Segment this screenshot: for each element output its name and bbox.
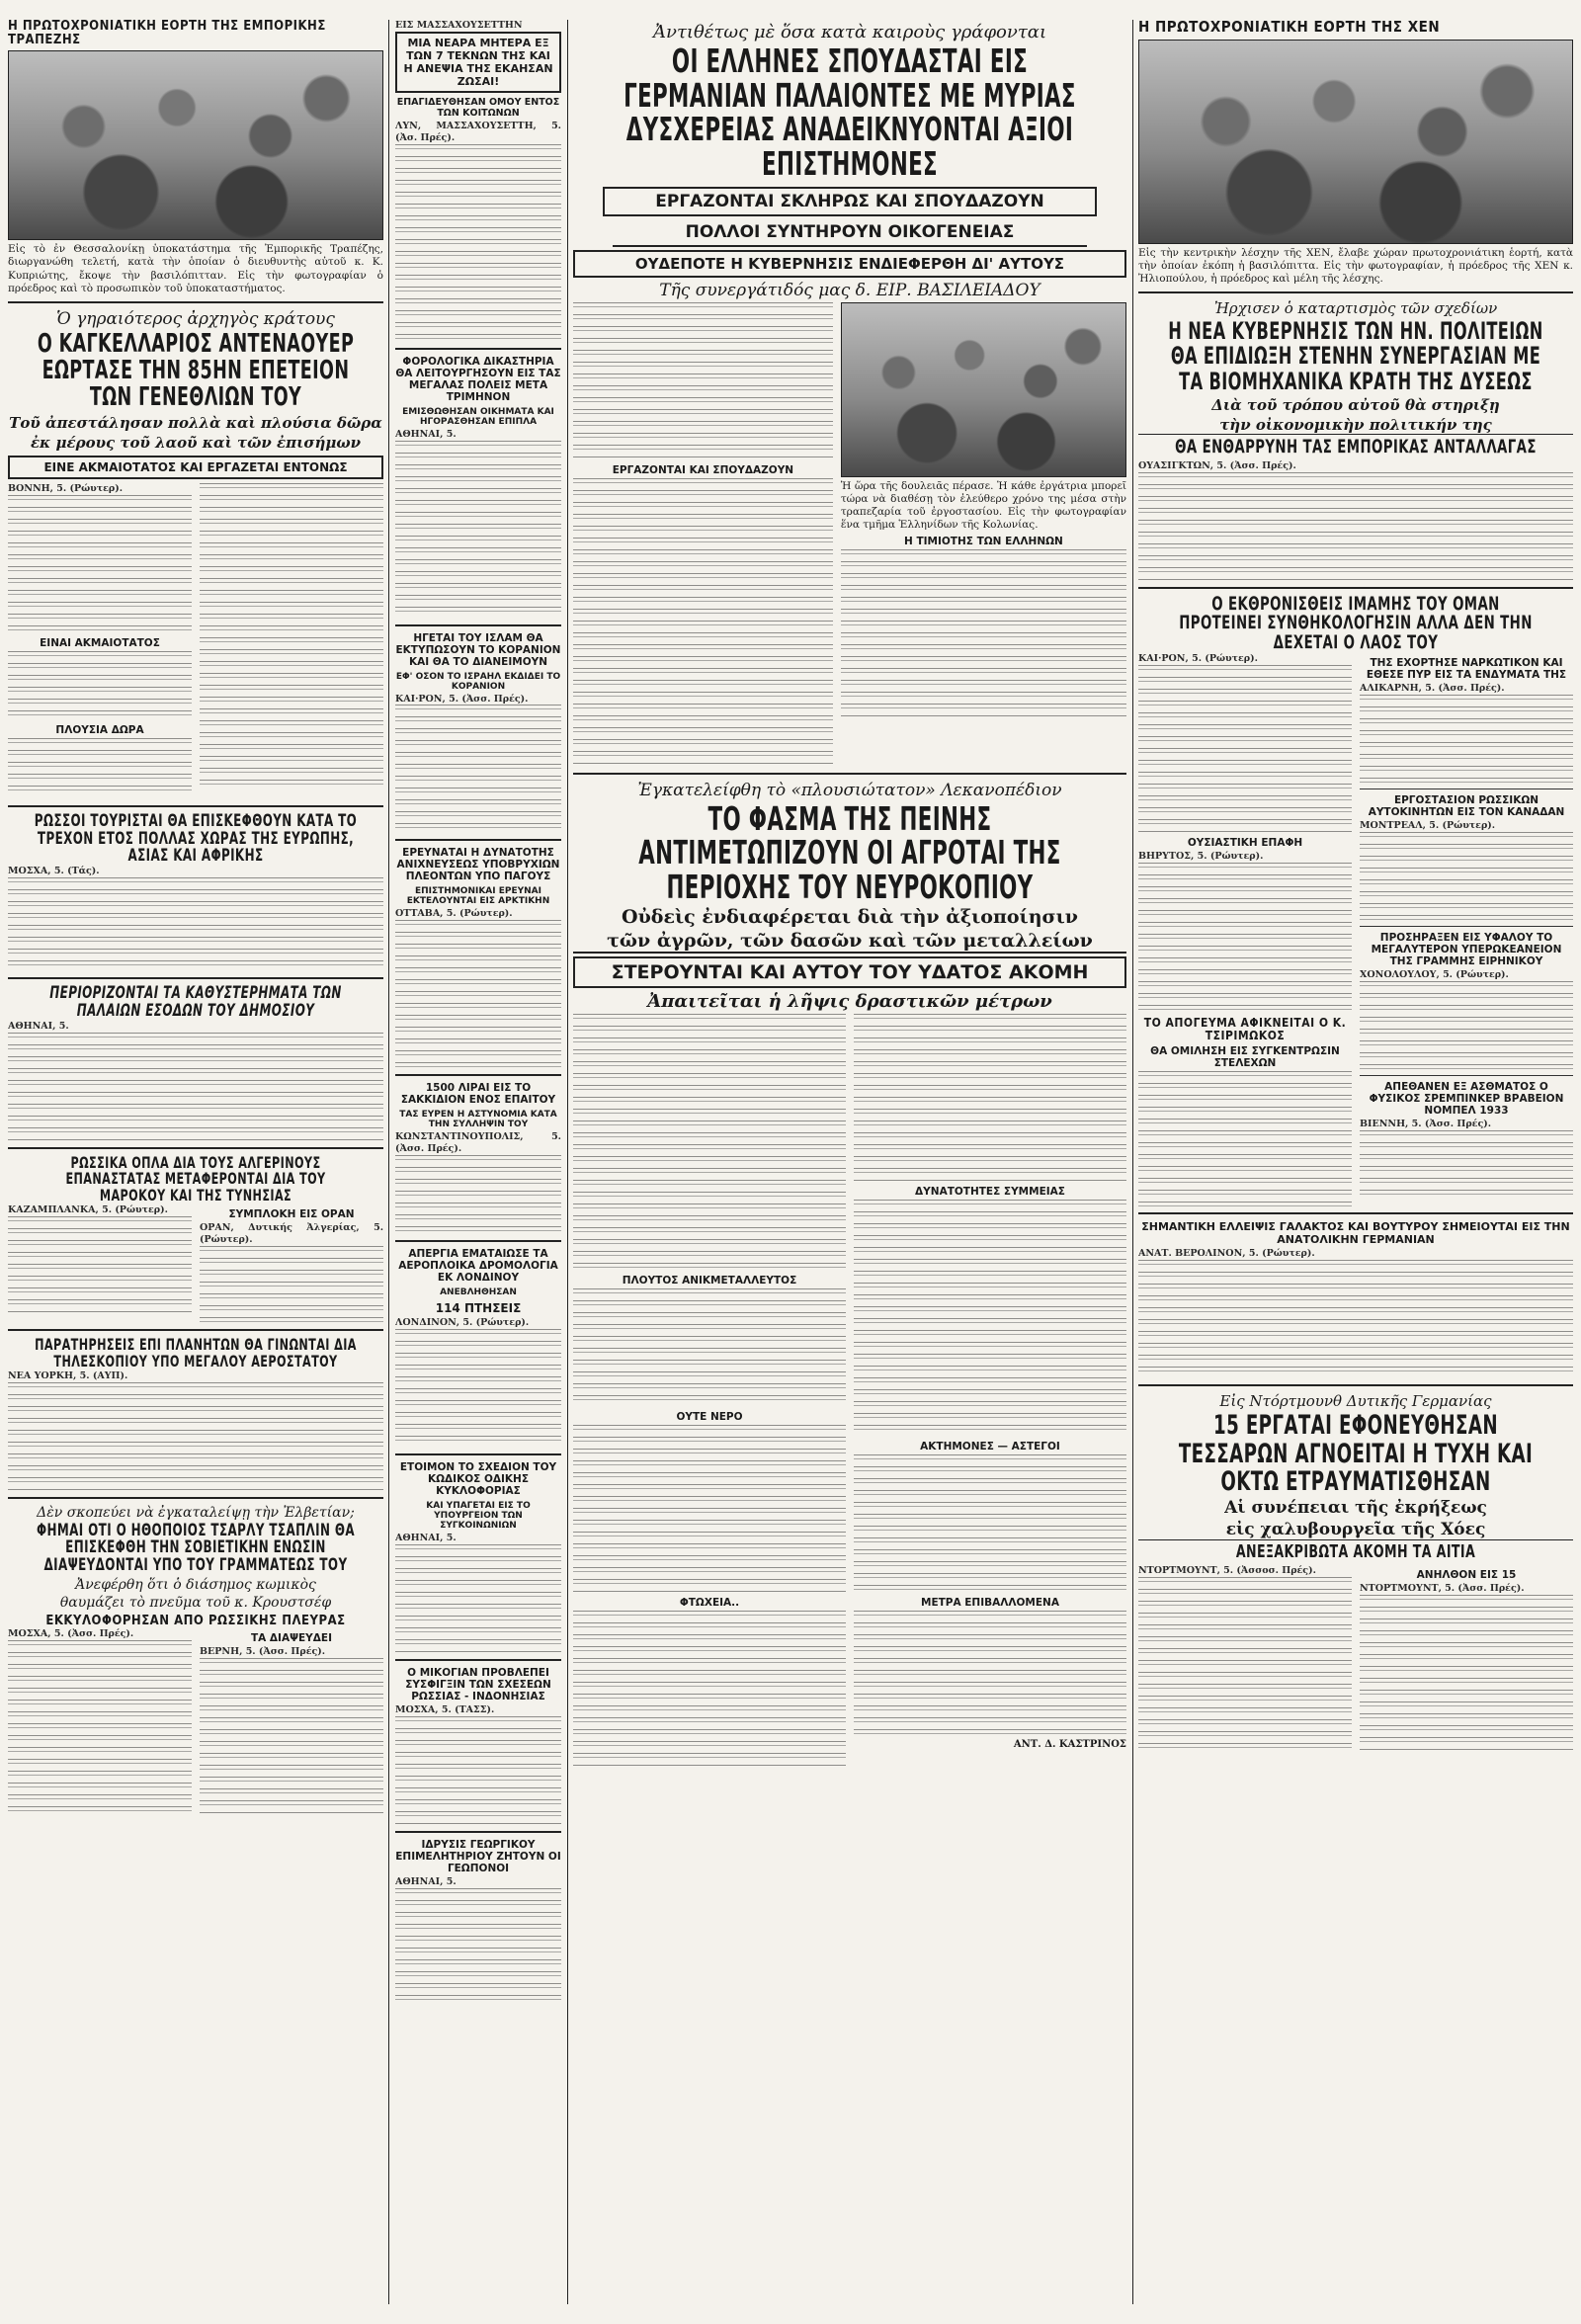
subhead-traffic-code: ΚΑΙ ΥΠΑΓΕΤΑΙ ΕΙΣ ΤΟ ΥΠΟΥΡΓΕΙΟΝ ΤΩΝ ΣΥΓΚΟΙΝΩΝΙΩΝ (426, 1500, 531, 1531)
headline-planets-telescope: ΠΑΡΑΤΗΡΗΣΕΙΣ ΕΠΙ ΠΛΑΝΗΤΩΝ ΘΑ ΓΙΝΩΝΤΑΙ ΔΙΑ ΤΗΛΕΣΚΟΠΙΟΥ ΥΠΟ ΜΕΓΑΛΟΥ ΑΕΡΟΣΤΑΤΟΥ (35, 1335, 357, 1370)
section-heading: ΤΑ ΔΙΑΨΕΥΔΕΙ (250, 1631, 332, 1644)
headline-russian-cars-canada: ΕΡΓΟΣΤΑΣΙΟΝ ΡΩΣΣΙΚΩΝ ΑΥΤΟΚΙΝΗΤΩΝ ΕΙΣ ΤΟΝ ΚΑΝΑΔΑΝ (1368, 794, 1565, 819)
kicker-students: Ἀντιθέτως μὲ ὅσα κατὰ καιροὺς γράφονται (653, 22, 1046, 42)
kicker-dortmund: Εἰς Ντόρτμουνθ Δυτικῆς Γερμανίας (1219, 1392, 1492, 1411)
section-heading: ΑΚΤΗΜΟΝΕΣ — ΑΣΤΕΓΟΙ (920, 1441, 1060, 1453)
dateline: ΑΛΙΚΑΡΝΗ, 5. (Ἀσσ. Πρές). (1360, 683, 1505, 695)
photo-xen-celebration (1138, 40, 1573, 244)
headline-emporiki: Η ΠΡΩΤΟΧΡΟΝΙΑΤΙΚΗ ΕΟΡΤΗ ΤΗΣ ΕΜΠΟΡΙΚΗΣ ΤΡΑΠΕΖΗΣ (8, 20, 326, 47)
column-1 (8, 20, 383, 2304)
kicker-us-government: Ἠρχισεν ὁ καταρτισμὸς τῶν σχεδίων (1213, 299, 1498, 318)
headline-xen: Η ΠΡΩΤΟΧΡΟΝΙΑΤΙΚΗ ΕΟΡΤΗ ΤΗΣ ΧΕΝ (1138, 20, 1441, 36)
headline-mikoyan: Ο ΜΙΚΟΓΙΑΝ ΠΡΟΒΛΕΠΕΙ ΣΥΣΦΙΓΞΙΝ ΤΩΝ ΣΧΕΣΕΩΝ ΡΩΣΣΙΑΣ - ΙΝΔΟΝΗΣΙΑΣ (405, 1666, 551, 1702)
section-heading: ΕΡΓΑΖΟΝΤΑΙ ΚΑΙ ΣΠΟΥΔΑΖΟΥΝ (612, 463, 794, 476)
dateline: ΚΑΙ·ΡΟΝ, 5. (Ἀσσ. Πρές). (395, 693, 529, 705)
subhead-nevrokopi-2: τῶν ἀγρῶν, τῶν δασῶν καὶ τῶν μεταλλείων (573, 930, 1126, 954)
dateline: ΚΑΖΑΜΠΛΑΝΚΑ, 5. (Ρώυτερ). (8, 1204, 168, 1216)
headline-algeria-arms: ΡΩΣΣΙΚΑ ΟΠΛΑ ΔΙΑ ΤΟΥΣ ΑΛΓΕΡΙΝΟΥΣ ΕΠΑΝΑΣΤΑΤΑΣ ΜΕΤΑΦΕΡΟΝΤΑΙ ΔΙΑ ΤΟΥ ΜΑΡΟΚΟΥ ΚΑΙ ΤΗΣ ΤΥΝΗΣΙΑΣ (65, 1152, 326, 1205)
subhead-koran: ΕΦ' ΟΣΟΝ ΤΟ ΙΣΡΑΗΛ ΕΚΔΙΔΕΙ ΤΟ ΚΟΡΑΝΙΟΝ (395, 671, 561, 692)
headline-russian-tourists: ΡΩΣΣΟΙ ΤΟΥΡΙΣΤΑΙ ΘΑ ΕΠΙΣΚΕΦΘΟΥΝ ΚΑΤΑ ΤΟ ΤΡΕΧΟΝ ΕΤΟΣ ΠΟΛΛΑΣ ΧΩΡΑΣ ΤΗΣ ΕΥΡΩΠΗΣ, ΑΣΙΑΣ ΚΑΙ ΑΦΡΙΚΗΣ (34, 810, 358, 867)
column-4 (1138, 20, 1573, 2304)
headline-koran: ΗΓΕΤΑΙ ΤΟΥ ΙΣΛΑΜ ΘΑ ΕΚΤΥΠΩΣΟΥΝ ΤΟ ΚΟΡΑΝΙΟΝ ΚΑΙ ΘΑ ΤΟ ΔΙΑΝΕΙΜΟΥΝ (395, 631, 561, 668)
headline-students-germany: ΟΙ ΕΛΛΗΝΕΣ ΣΠΟΥΔΑΣΤΑΙ ΕΙΣ ΓΕΡΜΑΝΙΑΝ ΠΑΛΑΙΟΝΤΕΣ ΜΕ ΜΥΡΙΑΣ ΔΥΣΧΕΡΕΙΑΣ ΑΝΑΔΕΙΚΝΥΟΝΤΑΙ ΑΞΙΟΙ ΕΠΙΣΤΗΜΟΝΕΣ (624, 42, 1076, 183)
subhead-nevrokopi-1: Οὐδεὶς ἐνδιαφέρεται διὰ τὴν ἀξιοποίησιν (622, 906, 1078, 929)
subhead-us-2: τὴν οἰκονομικὴν πολιτικήν της (1138, 416, 1573, 435)
dateline: ΟΡΑΝ, Δυτικής Ἀλγερίας, 5. (Ρώυτερ). (200, 1222, 383, 1245)
dateline: ΛΟΝΔΙΝΟΝ, 5. (Ρώυτερ). (395, 1317, 530, 1328)
column-rule (567, 20, 568, 2304)
subhead-submarines: ΕΠΙΣΤΗΜΟΝΙΚΑΙ ΕΡΕΥΝΑΙ ΕΚΤΕΛΟΥΝΤΑΙ ΕΙΣ ΑΡΚΤΙΚΗΝ (406, 886, 550, 907)
headline-narcotic: ΤΗΣ ΕΧΟΡΤΗΣΕ ΝΑΡΚΩΤΙΚΟΝ ΚΑΙ ΕΘΕΣΕ ΠΥΡ ΕΙΣ ΤΑ ΕΝΔΥΜΑΤΑ ΤΗΣ (1366, 657, 1567, 682)
subhead-mother-burned: ΕΠΑΓΙΔΕΥΘΗΣΑΝ ΟΜΟΥ ΕΝΤΟΣ ΤΩΝ ΚΟΙΤΩΝΩΝ (396, 96, 560, 119)
subhead-adenauer-2: ἐκ μέρους τοῦ λαοῦ καὶ τῶν ἐπισήμων (30, 433, 362, 452)
headline-adenauer: Ο ΚΑΓΚΕΛΛΑΡΙΟΣ ΑΝΤΕΝΑΟΥΕΡ ΕΩΡΤΑΣΕ ΤΗΝ 85ΗΝ ΕΠΕΤΕΙΟΝ ΤΩΝ ΓΕΝΕΘΛΙΩΝ ΤΟΥ (37, 328, 355, 413)
section-heading: ΟΥΣΙΑΣΤΙΚΗ ΕΠΑΦΗ (1187, 837, 1303, 850)
dateline: ΑΘΗΝΑΙ, 5. (395, 428, 457, 440)
subhead-beggar: ΤΑΣ ΕΥΡΕΝ Η ΑΣΤΥΝΟΜΙΑ ΚΑΤΑ ΤΗΝ ΣΥΛΛΗΨΙΝ ΤΟΥ (399, 1110, 557, 1130)
dateline: ΜΟΝΤΡΕΑΛ, 5. (Ρώυτερ). (1360, 820, 1496, 832)
dateline: ΚΑΙ·ΡΟΝ, 5. (Ρώυτερ). (1138, 653, 1258, 665)
subhead-adenauer-1: Τοῦ ἀπεστάλησαν πολλὰ καὶ πλούσια δῶρα (9, 413, 382, 432)
subhead-trade: ΘΑ ΕΝΘΑΡΡΥΝΗ ΤΑΣ ΕΜΠΟΡΙΚΑΣ ΑΝΤΑΛΛΑΓΑΣ (1175, 435, 1537, 457)
signature-kastrinos: ΑΝΤ. Δ. ΚΑΣΤΡΙΝΟΣ (1013, 1739, 1126, 1751)
section-heading: ΑΝΗΛΘΟΝ ΕΙΣ 15 (1416, 1569, 1517, 1582)
subhead-measures: Ἀπαιτεῖται ἡ λῆψις δραστικῶν μέτρων (647, 991, 1052, 1013)
headline-nevrokopi-famine: ΤΟ ΦΑΣΜΑ ΤΗΣ ΠΕΙΝΗΣ ΑΝΤΙΜΕΤΩΠΙΖΟΥΝ ΟΙ ΑΓΡΟΤΑΙ ΤΗΣ ΠΕΡΙΟΧΗΣ ΤΟΥ ΝΕΥΡΟΚΟΠΙΟΥ (638, 798, 1061, 906)
caption-xen: Εἰς τὴν κεντρικὴν λέσχην τῆς ΧΕΝ, ἔλαβε χώραν πρωτοχρονιάτικη ἑορτή, κατὰ τὴν ὁποίαν ἐκόπη ἡ βασιλόπιττα. Εἰς τὴν φωτογραφίαν, ἡ πρόεδρος τῆς ΧΕΝ κ. Ἠλιοπούλου, ἡ πρόεδρος καὶ μέλη τῆς λέσχης. (1138, 246, 1573, 285)
subhead-dortmund-2: εἰς χαλυβουργεῖα τῆς Χόες (1138, 1520, 1573, 1540)
column-rule (1132, 20, 1133, 2304)
headline-tax-courts: ΦΟΡΟΛΟΓΙΚΑ ΔΙΚΑΣΤΗΡΙΑ ΘΑ ΛΕΙΤΟΥΡΓΗΣΟΥΝ ΕΙΣ ΤΑΣ ΜΕΓΑΛΑΣ ΠΟΛΕΙΣ ΜΕΤΑ ΤΡΙΜΗΝΟΝ (395, 355, 561, 403)
section-heading: ΕΙΝΑΙ ΑΚΜΑΙΟΤΑΤΟΣ (40, 636, 160, 649)
subhead-strike-2: 114 ΠΤΗΣΕΙΣ (435, 1301, 522, 1315)
subhead-no-water: ΣΤΕΡΟΥΝΤΑΙ ΚΑΙ ΑΥΤΟΥ ΤΟΥ ΥΔΑΤΟΣ ΑΚΟΜΗ (573, 956, 1126, 988)
subhead-tsirimokos: ΘΑ ΟΜΙΛΗΣΗ ΕΙΣ ΣΥΓΚΕΝΤΡΩΣΙΝ ΣΤΕΛΕΧΩΝ (1150, 1045, 1340, 1070)
caption-emporiki: Εἰς τὸ ἐν Θεσσαλονίκῃ ὑποκατάστημα τῆς Ἐμπορικῆς Τραπέζης, διωργανώθη τελετή, κατὰ τὴν ὁποίαν ὁ διευθυντὴς αὐτοῦ κ. Κ. Κυπριώτης, ἔκοψε τὴν βασιλόπιτταν. Εἰς τὴν φωτογραφίαν ὁ πρόεδρος καὶ τὸ προσωπικὸν τοῦ ὑποκαταστήματος. (8, 243, 383, 294)
dateline: ΒΗΡΥΤΟΣ, 5. (Ρώυτερ). (1138, 851, 1264, 863)
dateline: ΑΘΗΝΑΙ, 5. (395, 1532, 457, 1543)
subhead-dortmund-1: Αἱ συνέπειαι τῆς ἐκρήξεως (1224, 1498, 1487, 1519)
section-heading: ΣΥΜΠΛΟΚΗ ΕΙΣ ΟΡΑΝ (228, 1208, 355, 1221)
headline-oman: Ο ΕΚΘΡΟΝΙΣΘΕΙΣ ΙΜΑΜΗΣ ΤΟΥ ΟΜΑΝ ΠΡΟΤΕΙΝΕΙ ΣΥΝΘΗΚΟΛΟΓΗΣΙΝ ΑΛΛΑ ΔΕΝ ΤΗΝ ΔΕΧΕΤΑΙ Ο ΛΑΟΣ ΤΟΥ (1179, 592, 1533, 654)
dateline: ΑΘΗΝΑΙ, 5. (8, 1020, 69, 1032)
headline-dortmund-workers: 15 ΕΡΓΑΤΑΙ ΕΦΟΝΕΥΘΗΣΑΝ ΤΕΣΣΑΡΩΝ ΑΓΝΟΕΙΤΑΙ Η ΤΥΧΗ ΚΑΙ ΟΚΤΩ ΕΤΡΑΥΜΑΤΙΣΘΗΣΑΝ (1178, 1410, 1534, 1497)
headline-schrodinger: ΑΠΕΘΑΝΕΝ ΕΞ ΑΣΘΜΑΤΟΣ Ο ΦΥΣΙΚΟΣ ΣΡΕΜΠΙΝΚΕΡ ΒΡΑΒΕΙΟΝ ΝΟΜΠΕΛ 1933 (1369, 1080, 1564, 1117)
headline-tsirimokos: ΤΟ ΑΠΟΓΕΥΜΑ ΑΦΙΚΝΕΙΤΑΙ Ο Κ. ΤΣΙΡΙΜΩΚΟΣ (1143, 1016, 1347, 1042)
subhead-causes: ΑΝΕΞΑΚΡΙΒΩΤΑ ΑΚΟΜΗ ΤΑ ΑΙΤΙΑ (1235, 1541, 1476, 1563)
caption-greek-workers: Ἡ ὥρα τῆς δουλειᾶς πέρασε. Ἡ κάθε ἐργάτρια μπορεῖ τώρα νὰ διαθέσῃ τὸν ἐλεύθερο χρόνο της μέσα στὴν τραπεζαρία τοῦ ἐργοστασίου. Εἰς τὴν φωτογραφίαν ἕνα τμῆμα Ἑλληνίδων τῆς Κολωνίας. (840, 479, 1126, 531)
dateline: ΜΟΣΧΑ, 5. (Τάς). (8, 866, 100, 877)
subhead-tax-courts: ΕΜΙΣΘΩΘΗΣΑΝ ΟΙΚΗΜΑΤΑ ΚΑΙ ΗΓΟΡΑΣΘΗΣΑΝ ΕΠΙΠΛΑ (402, 406, 554, 427)
subhead-chaplin-1: Ἀνεφέρθη ὅτι ὁ διάσημος κωμικὸς (75, 1577, 316, 1594)
dateline: ΝΤΟΡΤΜΟΥΝΤ, 5. (Ἀσσοσ. Πρές). (1138, 1565, 1316, 1577)
section-heading: Η ΤΙΜΙΟΤΗΣ ΤΩΝ ΕΛΛΗΝΩΝ (904, 536, 1063, 548)
column-3-main (573, 20, 1126, 2304)
section-heading: ΟΥΤΕ ΝΕΡΟ (676, 1411, 743, 1424)
dateline: ΛΥΝ, ΜΑΣΣΑΧΟΥΣΕΤΤΗ, 5. (Ἀσ. Πρές). (395, 120, 561, 143)
kicker-nevrokopi: Ἐγκατελείφθη τὸ «πλουσιώτατον» Λεκανοπέδιον (637, 780, 1062, 800)
dateline: ΒΙΕΝΝΗ, 5. (Ἀσσ. Πρές). (1360, 1118, 1492, 1129)
section-heading: ΠΛΟΥΤΟΣ ΑΝΙΚΜΕΤΑΛΛΕΥΤΟΣ (622, 1275, 797, 1287)
dateline: ΟΤΤΑΒΑ, 5. (Ρώυτερ). (395, 908, 513, 920)
headline-us-government: Η ΝΕΑ ΚΥΒΕΡΝΗΣΙΣ ΤΩΝ ΗΝ. ΠΟΛΙΤΕΙΩΝ ΘΑ ΕΠΙΔΙΩΞΗ ΣΤΕΝΗΝ ΣΥΝΕΡΓΑΣΙΑΝ ΜΕ ΤΑ ΒΙΟΜΗΧΑΝΙΚΑ ΚΡΑΤΗ ΤΗΣ ΔΥΣΕΩΣ (1168, 317, 1543, 395)
photo-greek-workers (841, 302, 1126, 477)
subhead-us-1: Διὰ τοῦ τρόπου αὐτοῦ θὰ στηριξῃ (1211, 395, 1500, 414)
boxed-subhead-adenauer: ΕΙΝΕ ΑΚΜΑΙΟΤΑΤΟΣ ΚΑΙ ΕΡΓΑΖΕΤΑΙ ΕΝΤΟΝΩΣ (8, 456, 383, 479)
kicker-massachusetts: ΕΙΣ ΜΑΣΣΑΧΟΥΣΕΤΤΗΝ (395, 20, 523, 31)
section-heading: ΜΕΤΡΑ ΕΠΙΒΑΛΛΟΜΕΝΑ (921, 1597, 1059, 1610)
section-heading: ΠΛΟΥΣΙΑ ΔΩΡΑ (55, 723, 144, 736)
column-rule (388, 20, 389, 2304)
kicker-chaplin: Δὲν σκοπεύει νὰ ἐγκαταλείψῃ τὴν Ἐλβετίαν; (37, 1504, 355, 1521)
dateline: ΑΝΑΤ. ΒΕΡΟΛΙΝΟΝ, 5. (Ρώυτερ). (1138, 1248, 1315, 1260)
dateline: ΜΟΣΧΑ, 5. (ΤΑΣΣ). (395, 1703, 495, 1715)
headline-chaplin: ΦΗΜΑΙ ΟΤΙ Ο ΗΘΟΠΟΙΟΣ ΤΣΑΡΛΥ ΤΣΑΠΛΙΝ ΘΑ ΕΠΙΣΚΕΦΘΗ ΤΗΝ ΣΟΒΙΕΤΙΚΗΝ ΕΝΩΣΙΝ ΔΙΑΨΕΥΔΟΝΤΑΙ ΥΠΟ ΤΟΥ ΓΡΑΜΜΑΤΕΩΣ ΤΟΥ (36, 1520, 356, 1576)
kicker-adenauer: Ὁ γηραιότερος ἀρχηγὸς κράτους (56, 308, 335, 329)
column-2 (395, 20, 561, 2304)
headline-circulated: ΕΚΚΥΛΟΦΟΡΗΣΑΝ ΑΠΟ ΡΩΣΣΙΚΗΣ ΠΛΕΥΡΑΣ (45, 1614, 346, 1629)
dateline: ΒΕΡΝΗ, 5. (Ἀσσ. Πρές). (200, 1645, 326, 1657)
dateline: ΚΩΝΣΤΑΝΤΙΝΟΥΠΟΛΙΣ, 5. (Ἀσσ. Πρές). (395, 1131, 561, 1155)
dateline: ΒΟΝΝΗ, 5. (Ρώυτερ). (8, 482, 124, 494)
dateline: ΜΟΣΧΑ, 5. (Ἀσσ. Πρές). (8, 1627, 134, 1639)
headline-mother-burned: ΜΙΑ ΝΕΑΡΑ ΜΗΤΕΡΑ ΕΞ ΤΩΝ 7 ΤΕΚΝΩΝ ΤΗΣ ΚΑΙ Η ΑΝΕΨΙΑ ΤΗΣ ΕΚΑΗΣΑΝ ΖΩΣΑΙ! (395, 32, 561, 93)
subhead-chaplin-2: θαυμάζει τὸ πνεῦμα τοῦ κ. Κρουστσέφ (59, 1595, 332, 1612)
headline-beggar: 1500 ΛΙΡΑΙ ΕΙΣ ΤΟ ΣΑΚΚΙΔΙΟΝ ΕΝΟΣ ΕΠΑΙΤΟΥ (400, 1082, 556, 1107)
headline-traffic-code: ΕΤΟΙΜΟΝ ΤΟ ΣΧΕΔΙΟΝ ΤΟΥ ΚΩΔΙΚΟΣ ΟΔΙΚΗΣ ΚΥΚΛΟΦΟΡΙΑΣ (399, 1460, 557, 1497)
headline-ocean-liner: ΠΡΟΣΗΡΑΞΕΝ ΕΙΣ ΥΦΑΛΟΥ ΤΟ ΜΕΓΑΛΥΤΕΡΟΝ ΥΠΕΡΩΚΕΑΝΕΙΟΝ ΤΗΣ ΓΡΑΜΜΗΣ ΕΙΡΗΝΙΚΟΥ (1371, 932, 1562, 968)
subhead-government: ΟΥΔΕΠΟΤΕ Η ΚΥΒΕΡΝΗΣΙΣ ΕΝΔΙΕΦΕΡΘΗ ΔΙ' ΑΥΤΟΥΣ (573, 250, 1126, 278)
headline-arrears: ΠΕΡΙΟΡΙΖΟΝΤΑΙ ΤΑ ΚΑΘΥΣΤΕΡΗΜΑΤΑ ΤΩΝ ΠΑΛΑΙΩΝ ΕΣΟΔΩΝ ΤΟΥ ΔΗΜΟΣΙΟΥ (49, 983, 342, 1021)
dateline: ΝΕΑ ΥΟΡΚΗ, 5. (ΑΥΠ). (8, 1370, 128, 1381)
photo-emporiki-celebration (8, 50, 383, 240)
headline-milk-shortage: ΣΗΜΑΝΤΙΚΗ ΕΛΛΕΙΨΙΣ ΓΑΛΑΚΤΟΣ ΚΑΙ ΒΟΥΤΥΡΟΥ ΣΗΜΕΙΟΥΤΑΙ ΕΙΣ ΤΗΝ ΑΝΑΤΟΛΙΚΗΝ ΓΕΡΜΑΝΙΑΝ (1141, 1220, 1570, 1247)
dateline: ΧΟΝΟΛΟΥΛΟΥ, 5. (Ρώυτερ). (1360, 969, 1509, 981)
subhead-strike-1: ΑΝΕΒΛΗΘΗΣΑΝ (440, 1287, 517, 1297)
dateline: ΑΘΗΝΑΙ, 5. (395, 1875, 457, 1887)
section-heading: ΦΤΩΧΕΙΑ.. (679, 1597, 740, 1610)
dateline: ΟΥΑΣΙΓΚΤΩΝ, 5. (Ἀσσ. Πρές). (1138, 459, 1296, 471)
headline-strike-flights: ΑΠΕΡΓΙΑ ΕΜΑΤΑΙΩΣΕ ΤΑ ΑΕΡΟΠΛΟΙΚΑ ΔΡΟΜΟΛΟΓΙΑ ΕΚ ΛΟΝΔΙΝΟΥ (398, 1248, 558, 1284)
subhead-work-study: ΕΡΓΑΖΟΝΤΑΙ ΣΚΛΗΡΩΣ ΚΑΙ ΣΠΟΥΔΑΖΟΥΝ (603, 187, 1097, 216)
byline-vasileiadou: Τῆς συνεργάτιδός μας δ. ΕΙΡ. ΒΑΣΙΛΕΙΑΔΟΥ (659, 280, 1040, 300)
headline-submarines: ΕΡΕΥΝΑΤΑΙ Η ΔΥΝΑΤΟΤΗΣ ΑΝΙΧΝΕΥΣΕΩΣ ΥΠΟΒΡΥΧΙΩΝ ΠΛΕΟΝΤΩΝ ΥΠΟ ΠΑΓΟΥΣ (396, 847, 560, 883)
section-heading: ΔΥΝΑΤΟΤΗΤΕΣ ΣΥΜΜΕΙΑΣ (915, 1186, 1065, 1199)
subhead-families: ΠΟΛΛΟΙ ΣΥΝΤΗΡΟΥΝ ΟΙΚΟΓΕΝΕΙΑΣ (613, 219, 1087, 247)
dateline: ΝΤΟΡΤΜΟΥΝΤ, 5. (Ἀσσ. Πρές). (1360, 1583, 1525, 1595)
headline-agronomists: ΙΔΡΥΣΙΣ ΓΕΩΡΓΙΚΟΥ ΕΠΙΜΕΛΗΤΗΡΙΟΥ ΖΗΤΟΥΝ ΟΙ ΓΕΩΠΟΝΟΙ (395, 1838, 561, 1874)
